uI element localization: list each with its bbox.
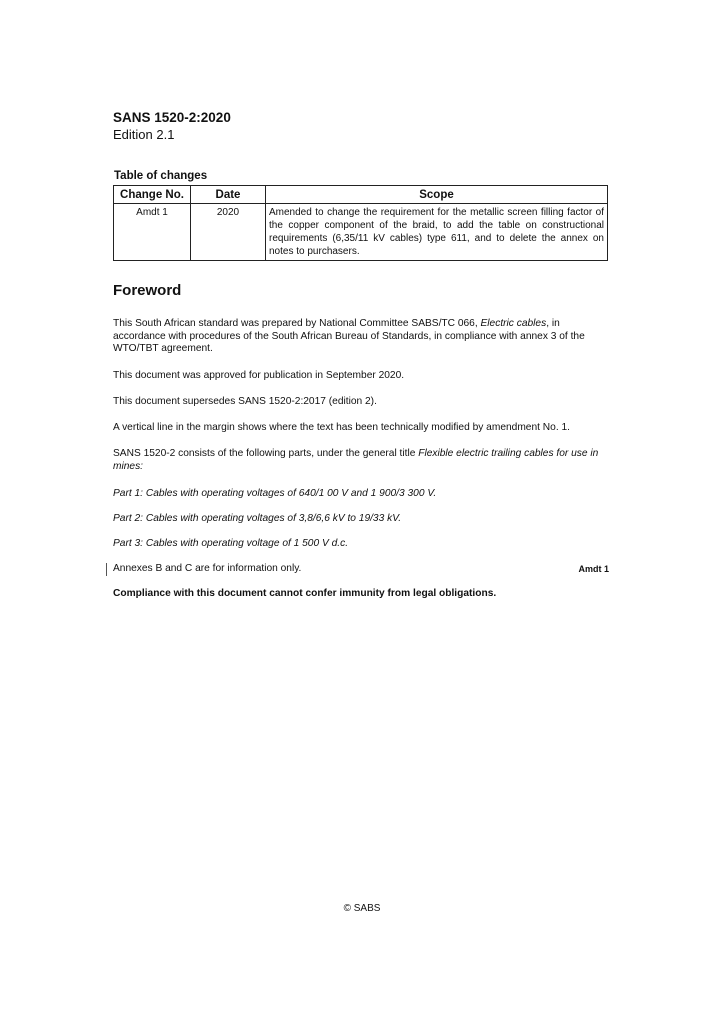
table-header-row xyxy=(114,186,608,204)
paragraph-committee xyxy=(113,318,609,356)
foreword-heading: Foreword xyxy=(113,282,182,299)
paragraph-annexes: Annexes B and C are for information only. xyxy=(113,563,302,574)
paragraph-approval: This document was approved for publication in September 2020. xyxy=(113,370,405,381)
edition-label: Edition 2.1 xyxy=(113,127,175,142)
table-row xyxy=(114,204,608,261)
document-id: SANS 1520-2:2020 xyxy=(113,110,231,125)
paragraph-parts-intro xyxy=(113,448,609,473)
cell-date: 2020 xyxy=(191,204,266,261)
committee-text-b: , in accordance with procedures of the South African Bureau of Standards, in compliance with annex 3 of the WTO/TBT agreement. xyxy=(113,318,585,354)
copyright-footer: © SABS xyxy=(343,903,381,914)
table-of-changes-title: Table of changes xyxy=(114,170,208,182)
column-header-scope: Scope xyxy=(266,186,608,204)
committee-text-a: This South African standard was prepared by National Committee SABS/TC 066, xyxy=(113,318,481,329)
paragraph-supersedes: This document supersedes SANS 1520-2:2017 (edition 2). xyxy=(113,396,377,407)
amendment-margin-line xyxy=(106,563,107,576)
list-item-part-3: Part 3: Cables with operating voltage of 1 500 V d.c. xyxy=(113,538,349,549)
paragraph-vertical-line-note: A vertical line in the margin shows where the text has been technically modified by amendment No. 1. xyxy=(113,422,570,433)
column-header-date: Date xyxy=(191,186,266,204)
parts-intro-text: SANS 1520-2 consists of the following parts, under the general title xyxy=(113,448,419,459)
column-header-change-no: Change No. xyxy=(114,186,191,204)
cell-change-no: Amdt 1 xyxy=(114,204,191,261)
list-item-part-2: Part 2: Cables with operating voltages of 3,8/6,6 kV to 19/33 kV. xyxy=(113,513,402,524)
paragraph-compliance: Compliance with this document cannot confer immunity from legal obligations. xyxy=(113,588,497,599)
committee-name-italic: Electric cables xyxy=(480,318,547,329)
cell-scope: Amended to change the requirement for the metallic screen filling factor of the copper component of the braid, to add the table on constructional requirements (6,35/11 kV cables) type 611, and to delete the annex on notes to purchasers. xyxy=(266,204,608,261)
amendment-tag: Amdt 1 xyxy=(578,564,609,574)
changes-table xyxy=(113,185,608,261)
general-title-italic: Flexible electric trailing cables for use in mines: xyxy=(113,448,599,472)
list-item-part-1: Part 1: Cables with operating voltages of 640/1 00 V and 1 900/3 300 V. xyxy=(113,488,437,499)
